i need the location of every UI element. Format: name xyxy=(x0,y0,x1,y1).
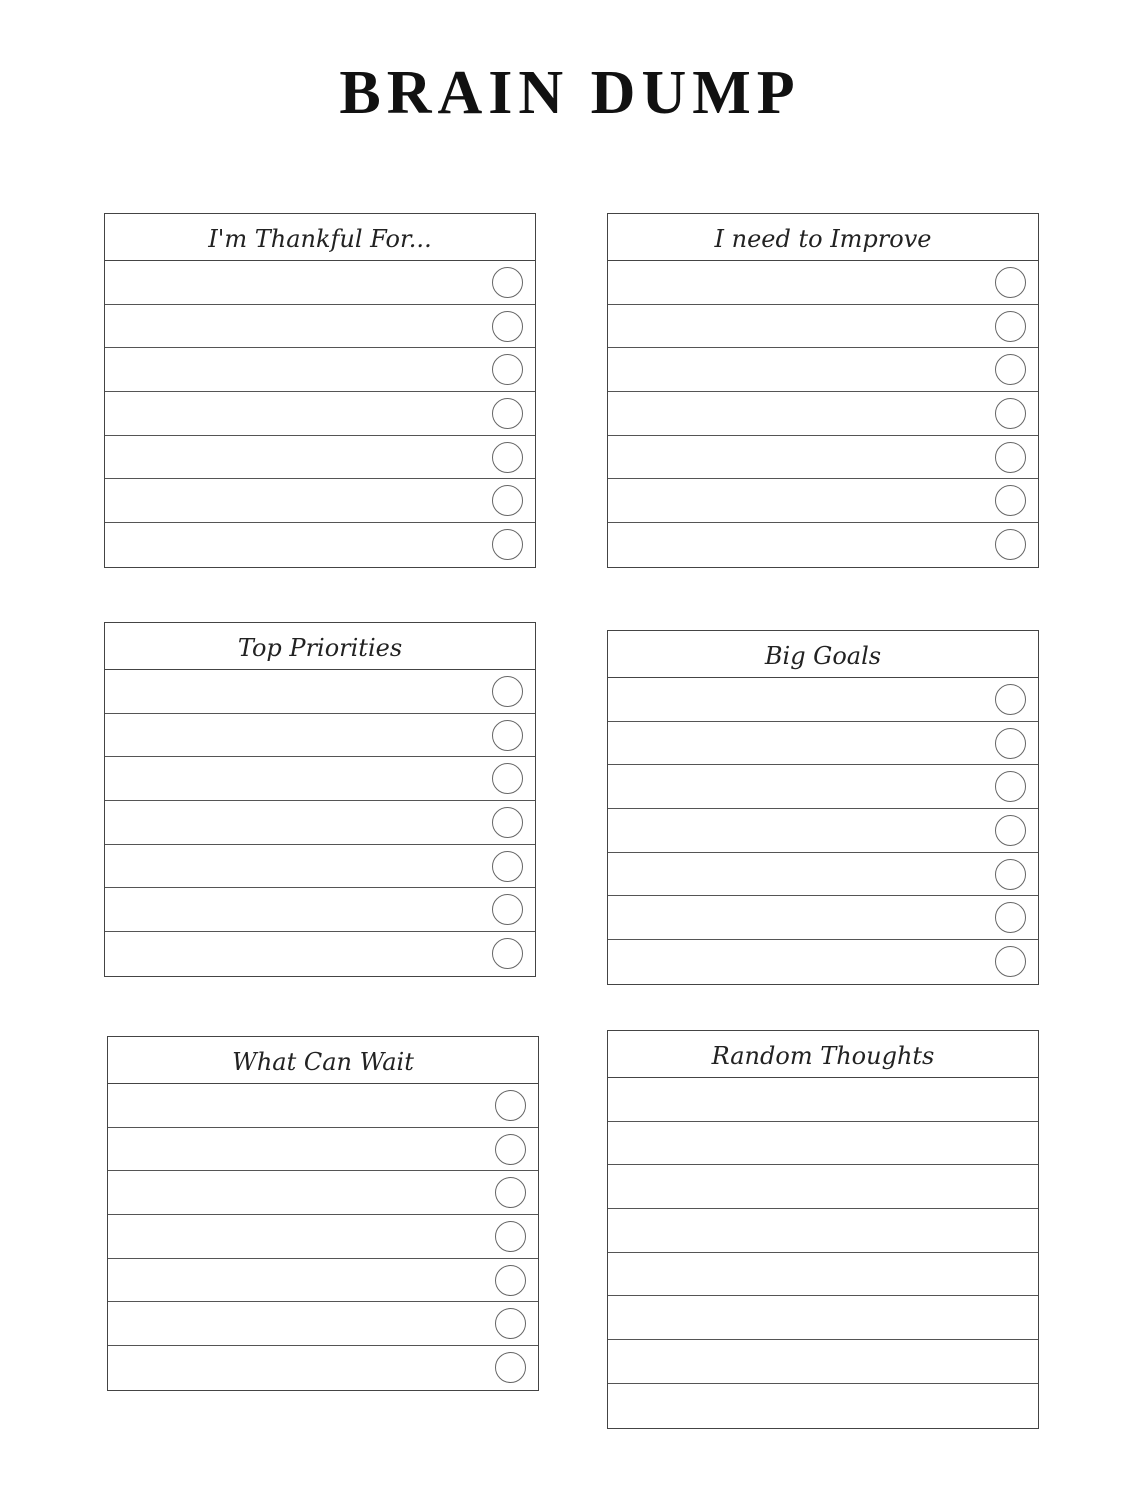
list-line[interactable] xyxy=(105,348,535,392)
checkbox-circle-icon[interactable] xyxy=(995,684,1026,715)
list-line[interactable] xyxy=(608,1340,1038,1384)
list-line[interactable] xyxy=(608,1296,1038,1340)
checkbox-circle-icon[interactable] xyxy=(495,1352,526,1383)
checkbox-circle-icon[interactable] xyxy=(492,398,523,429)
list-line[interactable] xyxy=(608,348,1038,392)
list-line[interactable] xyxy=(608,523,1038,567)
checkbox-circle-icon[interactable] xyxy=(995,815,1026,846)
list-line[interactable] xyxy=(105,436,535,480)
checkbox-circle-icon[interactable] xyxy=(492,267,523,298)
checkbox-circle-icon[interactable] xyxy=(492,676,523,707)
list-line[interactable] xyxy=(608,436,1038,480)
checkbox-circle-icon[interactable] xyxy=(492,529,523,560)
checkbox-circle-icon[interactable] xyxy=(995,771,1026,802)
section-heading: I need to Improve xyxy=(608,214,1038,261)
list-line[interactable] xyxy=(105,392,535,436)
section-heading: I'm Thankful For... xyxy=(105,214,535,261)
list-line[interactable] xyxy=(608,940,1038,984)
list-line[interactable] xyxy=(608,809,1038,853)
list-line[interactable] xyxy=(108,1259,538,1303)
checkbox-circle-icon[interactable] xyxy=(492,485,523,516)
section-heading: Random Thoughts xyxy=(608,1031,1038,1078)
list-line[interactable] xyxy=(608,305,1038,349)
section-what-can-wait xyxy=(107,1036,539,1391)
list-line[interactable] xyxy=(108,1171,538,1215)
section-random-thoughts xyxy=(607,1030,1039,1429)
list-line[interactable] xyxy=(105,523,535,567)
list-line[interactable] xyxy=(105,479,535,523)
section-thankful xyxy=(104,213,536,568)
checkbox-circle-icon[interactable] xyxy=(995,946,1026,977)
list-line[interactable] xyxy=(108,1302,538,1346)
list-line[interactable] xyxy=(105,305,535,349)
list-line[interactable] xyxy=(608,1165,1038,1209)
list-line[interactable] xyxy=(608,1209,1038,1253)
checkbox-circle-icon[interactable] xyxy=(492,807,523,838)
list-line[interactable] xyxy=(105,714,535,758)
checkbox-circle-icon[interactable] xyxy=(495,1090,526,1121)
checkbox-circle-icon[interactable] xyxy=(995,485,1026,516)
checkbox-circle-icon[interactable] xyxy=(492,763,523,794)
list-line[interactable] xyxy=(608,1253,1038,1297)
checkbox-circle-icon[interactable] xyxy=(492,720,523,751)
checkbox-circle-icon[interactable] xyxy=(495,1265,526,1296)
list-line[interactable] xyxy=(608,678,1038,722)
checkbox-circle-icon[interactable] xyxy=(995,529,1026,560)
list-line[interactable] xyxy=(608,1078,1038,1122)
list-line[interactable] xyxy=(105,670,535,714)
section-big-goals xyxy=(607,630,1039,985)
section-heading: Top Priorities xyxy=(105,623,535,670)
list-line[interactable] xyxy=(108,1346,538,1390)
checkbox-circle-icon[interactable] xyxy=(492,894,523,925)
list-line[interactable] xyxy=(608,479,1038,523)
checkbox-circle-icon[interactable] xyxy=(492,851,523,882)
checkbox-circle-icon[interactable] xyxy=(492,311,523,342)
list-line[interactable] xyxy=(608,261,1038,305)
list-line[interactable] xyxy=(105,932,535,976)
checkbox-circle-icon[interactable] xyxy=(995,354,1026,385)
list-line[interactable] xyxy=(108,1215,538,1259)
checkbox-circle-icon[interactable] xyxy=(492,938,523,969)
page-title: BRAIN DUMP xyxy=(339,59,801,127)
checkbox-circle-icon[interactable] xyxy=(492,354,523,385)
section-improve xyxy=(607,213,1039,568)
checkbox-circle-icon[interactable] xyxy=(995,267,1026,298)
section-heading: Big Goals xyxy=(608,631,1038,678)
list-line[interactable] xyxy=(608,896,1038,940)
list-line[interactable] xyxy=(608,1122,1038,1166)
section-top-priorities xyxy=(104,622,536,977)
list-line[interactable] xyxy=(108,1128,538,1172)
checkbox-circle-icon[interactable] xyxy=(995,311,1026,342)
list-line[interactable] xyxy=(608,392,1038,436)
list-line[interactable] xyxy=(105,757,535,801)
list-line[interactable] xyxy=(108,1084,538,1128)
checkbox-circle-icon[interactable] xyxy=(495,1221,526,1252)
list-line[interactable] xyxy=(105,888,535,932)
list-line[interactable] xyxy=(608,1384,1038,1428)
list-line[interactable] xyxy=(105,261,535,305)
checkbox-circle-icon[interactable] xyxy=(995,902,1026,933)
checkbox-circle-icon[interactable] xyxy=(995,442,1026,473)
checkbox-circle-icon[interactable] xyxy=(495,1177,526,1208)
list-line[interactable] xyxy=(608,722,1038,766)
checkbox-circle-icon[interactable] xyxy=(495,1134,526,1165)
list-line[interactable] xyxy=(105,845,535,889)
checkbox-circle-icon[interactable] xyxy=(995,398,1026,429)
checkbox-circle-icon[interactable] xyxy=(995,728,1026,759)
checkbox-circle-icon[interactable] xyxy=(495,1308,526,1339)
list-line[interactable] xyxy=(608,765,1038,809)
checkbox-circle-icon[interactable] xyxy=(492,442,523,473)
list-line[interactable] xyxy=(105,801,535,845)
checkbox-circle-icon[interactable] xyxy=(995,859,1026,890)
section-heading: What Can Wait xyxy=(108,1037,538,1084)
list-line[interactable] xyxy=(608,853,1038,897)
